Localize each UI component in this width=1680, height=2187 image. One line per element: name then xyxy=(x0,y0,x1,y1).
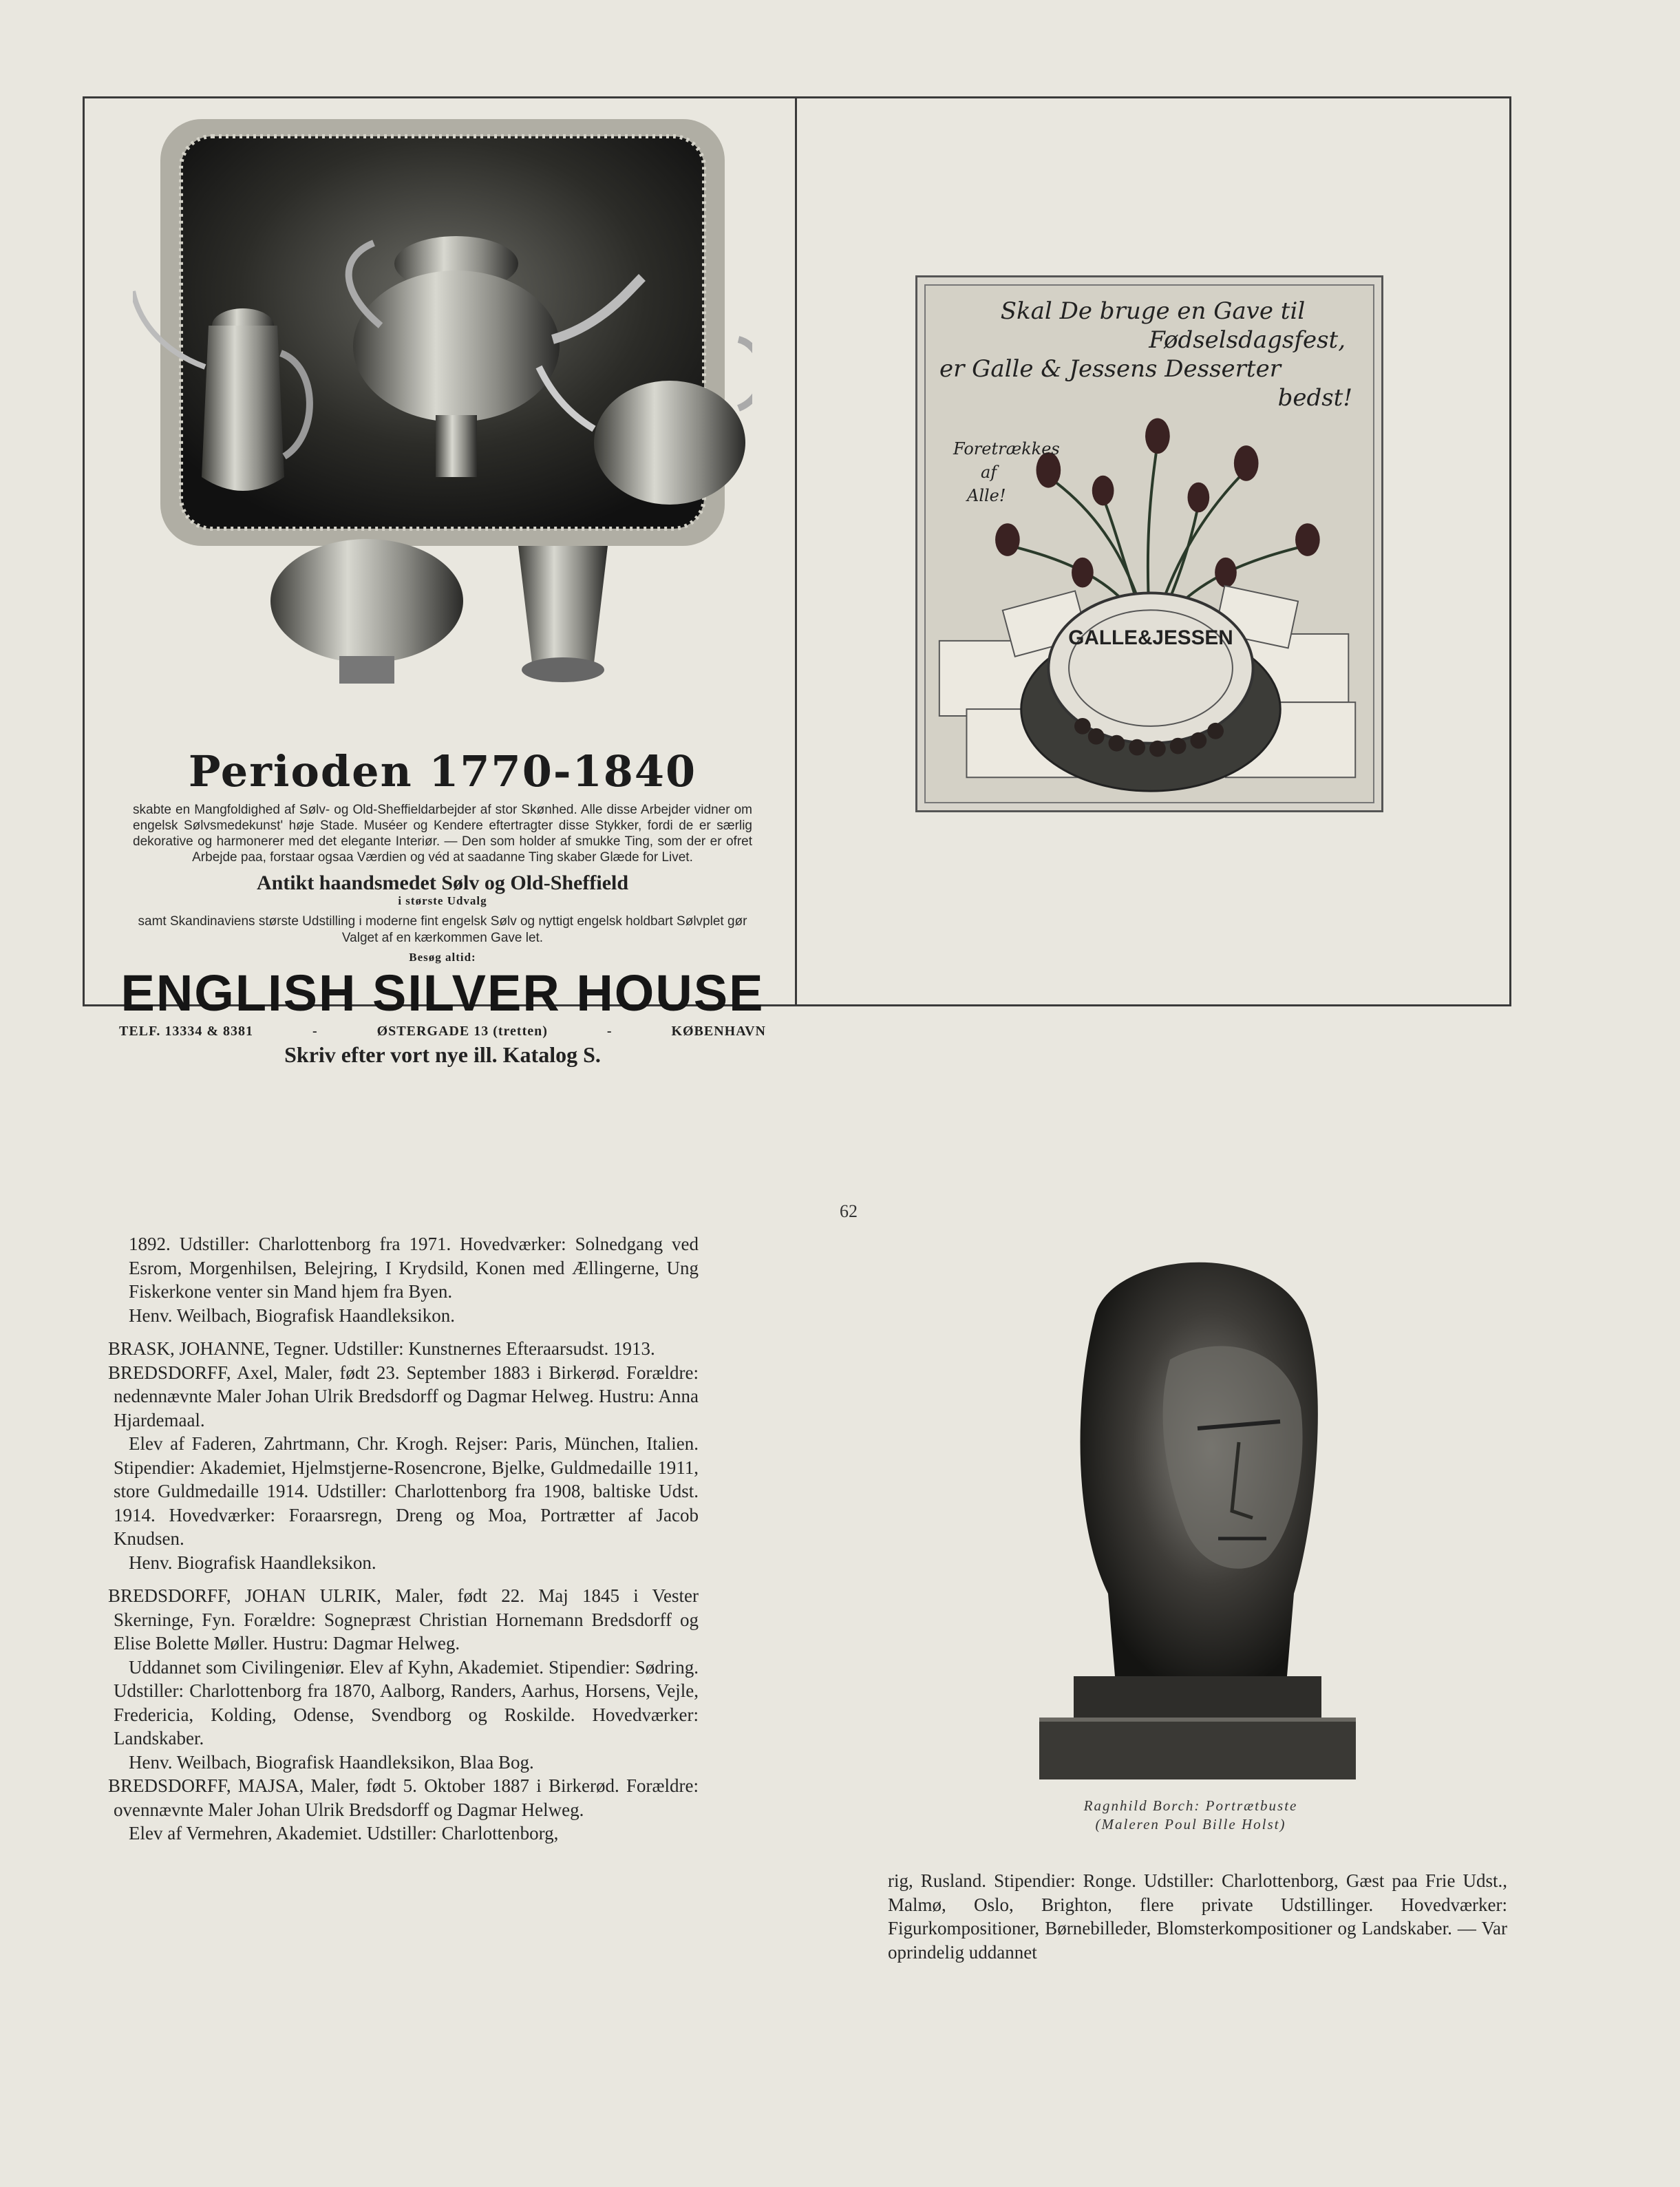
period-title: Perioden 1770-1840 xyxy=(188,746,697,796)
silver-ad-body: skabte en Mangfoldighed af Sølv- og Old-Sheffieldarbejder af stor Skønhed. Alle disse Arbejder vidner om engelsk Sølvsmedekunst' høje Stade. Muséer og Kendere eftertragter disse Stykker, fordi de er særlig dekorative og harmonerer med det elegante Interiør. — Den som holder af smukke Ting, som der er ofret Arbejde paa, forstaar ogsaa Værdien og véd at saadanne Ting skaber Glæde for Livet. xyxy=(133,803,752,865)
paragraph: rig, Rusland. Stipendier: Ronge. Udstiller: Charlottenborg, Gæst paa Frie Udst., Malmø, Oslo, Brighton, flere private Udstillinger. Hovedværker: Figurkompositioner, Børnebilleder, Blomsterkompositioner og Landskaber. — Var oprindelig uddannet xyxy=(888,1870,1507,1963)
candy-ad-headline xyxy=(939,297,1366,412)
paragraph: Uddannet som Civilingeniør. Elev af Kyhn, Akademiet. Stipendier: Sødring. Udstiller: Charlottenborg fra 1870, Aalborg, Randers, Aarhus, Horsens, Vejle, Fredericia, Kolding, Odense, Svendborg og Roskilde. Hovedværker: Landskaber. xyxy=(114,1656,699,1748)
galle-jessen-ad xyxy=(915,275,1383,812)
antique-headline: Antikt haandsmedet Sølv og Old-Sheffield xyxy=(256,871,629,894)
separator: - xyxy=(606,1024,613,1039)
paragraph: Henv. Biografisk Haandleksikon. xyxy=(129,1552,376,1573)
candy-ad-tagline xyxy=(953,437,1060,507)
antique-subheadline: i største Udvalg xyxy=(398,894,487,907)
english-silver-house-ad xyxy=(85,98,795,1067)
paragraph: Elev af Vermehren, Akademiet. Udstiller: Charlottenborg, xyxy=(129,1823,559,1843)
paragraph: Elev af Faderen, Zahrtmann, Chr. Krogh. Rejser: Paris, München, Italien. Stipendier: Akademiet, Hjelmstjerne-Rosencrone, Bjelke, Guldmedaille 1911, store Guldmedaille 1914. Udstiller: Charlottenborg fra 1908, baltiske Udst. 1914. Hovedværker: Foraarsregn, Dreng og Moa, Portrætter af Jacob Knudsen. xyxy=(114,1433,699,1549)
tin-brand-label: GALLE&JESSEN xyxy=(1068,626,1233,649)
city: KØBENHAVN xyxy=(671,1024,766,1039)
bust-caption xyxy=(991,1797,1390,1834)
silver-ad-body-2: samt Skandinaviens største Udstilling i moderne fint engelsk Sølv og nyttigt engelsk holdbart Sølvplet gør Valget af en kærkommen Gave let. xyxy=(138,914,747,945)
candy-line-1: Skal De bruge en Gave til xyxy=(1000,297,1306,325)
brand-name: ENGLISH SILVER HOUSE xyxy=(120,964,765,1022)
entry-bredsdorff-majsa: BREDSDORFF, MAJSA, Maler, født 5. Oktober 1887 i Birkerød. Forældre: ovennævnte Maler Johan Ulrik Bredsdorff og Dagmar Helweg. xyxy=(108,1775,699,1820)
catalog-line: Skriv efter vort nye ill. Katalog S. xyxy=(284,1042,601,1067)
candy-line-3: er Galle & Jessens Desserter xyxy=(939,355,1281,383)
page-number: 62 xyxy=(840,1201,858,1221)
entry-bredsdorff-axel: BREDSDORFF, Axel, Maler, født 23. September 1883 i Birkerød. Forældre: nedennævnte Maler Johan Ulrik Bredsdorff og Dagmar Helweg. Hustru: Anna Hjardemaal. xyxy=(108,1362,699,1430)
portrait-bust-photo xyxy=(991,1236,1390,1783)
ad-divider xyxy=(795,98,797,1004)
paragraph: 1892. Udstiller: Charlottenborg fra 1971. Hovedværker: Solnedgang ved Esrom, Morgenhilsen, Belejring, I Krydsild, Konen med Ællingerne, Ung Fiskerkone venter sin Mand hjem fra Byen. xyxy=(129,1234,699,1302)
paragraph: Henv. Weilbach, Biografisk Haandleksikon, Blaa Bog. xyxy=(129,1751,534,1773)
separator: - xyxy=(312,1024,318,1039)
paragraph: Henv. Weilbach, Biografisk Haandleksikon. xyxy=(129,1304,455,1326)
phone-number: TELF. 13334 & 8381 xyxy=(119,1024,254,1039)
candy-line-4: bedst! xyxy=(1277,384,1352,412)
galle-jessen-ad-inner-border xyxy=(924,284,1374,803)
entry-brask-johanne: BRASK, JOHANNE, Tegner. Udstiller: Kunstnernes Efteraarsudst. 1913. xyxy=(108,1338,655,1359)
article-left-column xyxy=(108,1232,699,1846)
caption-title: Ragnhild Borch: Portrætbuste xyxy=(1083,1797,1298,1814)
visit-line: Besøg altid: xyxy=(409,951,476,964)
caption-subtitle: (Maleren Poul Bille Holst) xyxy=(1095,1816,1286,1832)
contact-row xyxy=(119,1024,766,1039)
entry-bredsdorff-johan-ulrik: BREDSDORFF, JOHAN ULRIK, Maler, født 22. Maj 1845 i Vester Skerninge, Fyn. Forældre: Sognepræst Christian Hornemann Bredsdorff og Elise Bolette Møller. Hustru: Dagmar Helweg. xyxy=(108,1585,699,1654)
tagline-1: Foretrækkes xyxy=(953,439,1060,458)
tagline-3: Alle! xyxy=(967,486,1006,505)
candy-line-2: Fødselsdagsfest, xyxy=(1149,326,1346,354)
article-right-column xyxy=(888,1869,1507,1964)
silver-tea-service-photo xyxy=(133,119,752,718)
tagline-2: af xyxy=(981,463,997,482)
street-address: ØSTERGADE 13 (tretten) xyxy=(376,1024,548,1039)
silver-ad-text xyxy=(105,746,780,1067)
